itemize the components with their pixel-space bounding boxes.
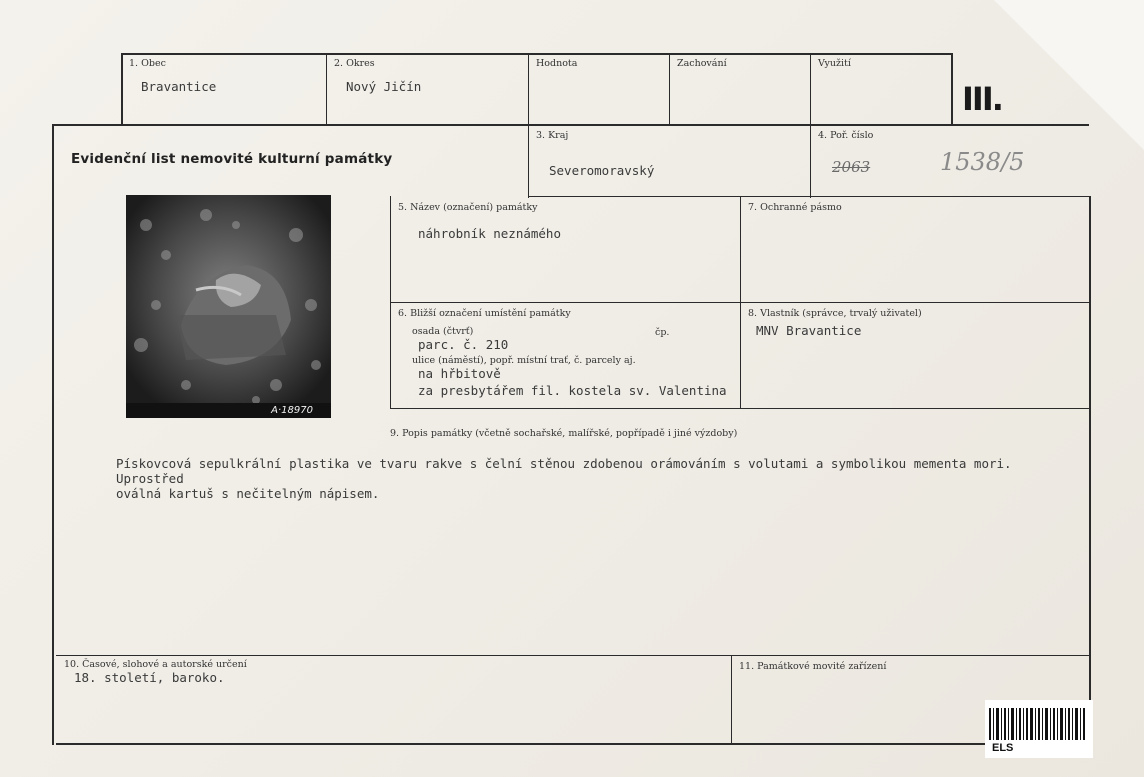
kraj-value: Severomoravský <box>549 163 655 178</box>
nazev-label: 5. Název (označení) památky <box>398 202 538 213</box>
barcode-label: ELS <box>992 742 1014 754</box>
form-title: Evidenční list nemovité kulturní památky <box>71 151 393 167</box>
popis-line2: oválná kartuš s nečitelným nápisem. <box>116 486 380 501</box>
category-mark: III. <box>962 80 1002 118</box>
popis-text <box>116 456 1066 501</box>
hodnota-label: Hodnota <box>536 58 578 69</box>
photo-reference: A·18970 <box>271 405 313 416</box>
folded-corner <box>994 0 1144 150</box>
ulice-label: ulice (náměstí), popř. místní trať, č. parcely aj. <box>412 355 636 366</box>
popis-label: 9. Popis památky (včetně sochařské, malířské, popřípadě i jiné výzdoby) <box>390 428 738 439</box>
umisteni-line2: za presbytářem fil. kostela sv. Valentina <box>418 383 727 398</box>
nazev-value: náhrobník neznámého <box>418 226 561 241</box>
popis-line1: Pískovcová sepulkrální plastika ve tvaru rakve s čelní stěnou zdobenou orámováním s volutami a symbolikou mementa mori. Uprostřed <box>116 456 1012 486</box>
vlastnik-value: MNV Bravantice <box>756 323 862 338</box>
rule-main-left <box>52 124 54 745</box>
vlastnik-label: 8. Vlastník (správce, trvalý uživatel) <box>748 308 922 319</box>
obec-label: 1. Obec <box>129 58 166 69</box>
vyuziti-label: Využití <box>818 58 851 69</box>
rule-v-bottom <box>731 655 732 745</box>
parc-value: parc. č. 210 <box>418 337 509 352</box>
rule-h-mid <box>390 302 1091 303</box>
rule-v2 <box>326 53 327 125</box>
urceni-label: 10. Časové, slohové a autorské určení <box>64 659 247 670</box>
rule-main-top <box>52 124 1089 126</box>
rule-v6 <box>951 53 953 125</box>
monument-photo <box>126 195 331 418</box>
osada-label: osada (čtvrť) <box>412 326 474 337</box>
rule-h-kraj <box>528 196 1091 197</box>
handwritten-number: 1538/5 <box>940 148 1025 176</box>
umisteni-line1: na hřbitově <box>418 366 501 381</box>
rule-v4 <box>669 53 670 125</box>
umisteni-label: 6. Bližší označení umístění památky <box>398 308 571 319</box>
rule-v1 <box>121 53 123 125</box>
rule-top <box>121 53 952 55</box>
urceni-value: 18. století, baroko. <box>74 670 225 685</box>
ochranne-pasmo-label: 7. Ochranné pásmo <box>748 202 842 213</box>
okres-value: Nový Jičín <box>346 79 422 94</box>
barcode-icon <box>985 702 1093 742</box>
tombstone-image <box>126 195 331 418</box>
rule-h-lower <box>390 408 1091 409</box>
zachovani-label: Zachování <box>677 58 727 69</box>
rule-h-bottom <box>56 655 1091 656</box>
zarizeni-label: 11. Památkové movité zařízení <box>739 661 887 672</box>
cp-label: čp. <box>655 327 670 338</box>
obec-value: Bravantice <box>141 79 217 94</box>
okres-label: 2. Okres <box>334 58 375 69</box>
rule-main-right <box>1089 196 1091 745</box>
por-cislo-value: 2063 <box>832 158 871 176</box>
rule-main-bottom <box>56 743 1091 745</box>
por-cislo-label: 4. Poř. číslo <box>818 130 874 141</box>
kraj-label: 3. Kraj <box>536 130 569 141</box>
